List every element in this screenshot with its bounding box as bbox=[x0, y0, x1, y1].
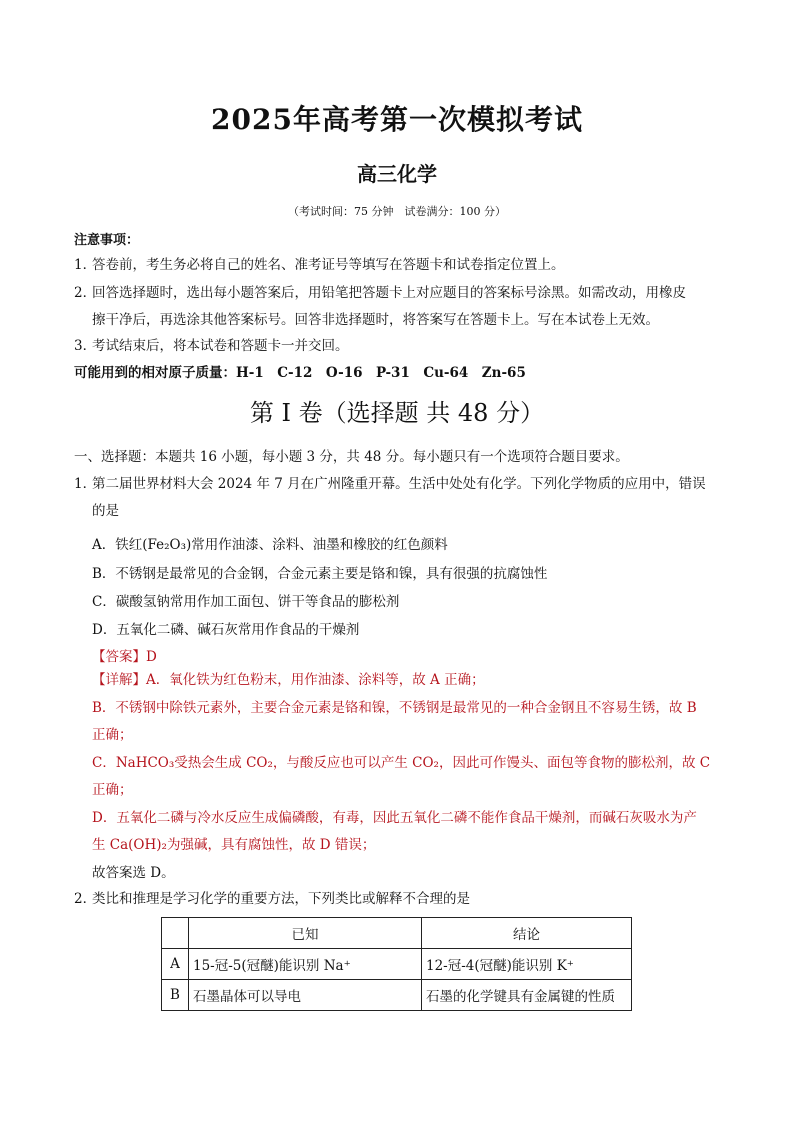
detail-line: 故答案选 D。 bbox=[92, 864, 175, 881]
notice-heading: 注意事项： bbox=[74, 233, 140, 248]
question-stem-text-cont: 的是 bbox=[92, 503, 119, 519]
notice-item-text-cont: 擦干净后，再选涂其他答案标号。回答非选择题时，将答案写在答题卡上。写在本试卷上无效。 bbox=[92, 312, 659, 328]
table-header-row bbox=[162, 918, 632, 949]
notice-item-2 bbox=[74, 280, 724, 334]
detail-line: 【详解】A．氧化铁为红色粉末，用作油漆、涂料等，故 A 正确； bbox=[92, 672, 485, 688]
table-cell: B bbox=[162, 980, 189, 1011]
table-header-cell bbox=[162, 918, 189, 949]
exam-meta: （考试时间：75 分钟 试卷满分：100 分） bbox=[288, 205, 506, 218]
atomic-masses: 可能用到的相对原子质量：H-1 C-12 O-16 P-31 Cu-64 Zn-65 bbox=[74, 365, 526, 381]
question-2-stem bbox=[74, 886, 724, 913]
detail-line: 正确； bbox=[92, 727, 133, 743]
question-1-answer: 【答案】D bbox=[92, 649, 157, 665]
table-header-cell: 已知 bbox=[189, 918, 422, 949]
analogy-table bbox=[161, 917, 632, 1011]
table-cell: A bbox=[162, 949, 189, 980]
question-1-stem bbox=[74, 471, 724, 525]
detail-line: C．NaHCO₃受热会生成 CO₂，与酸反应也可以产生 CO₂，因此可作馒头、面包等食物的膨松剂，故 C bbox=[92, 754, 711, 771]
question-1-option-b: B．不锈钢是最常见的合金钢，合金元素主要是铬和镍，具有很强的抗腐蚀性 bbox=[92, 566, 548, 582]
detail-line: B．不锈钢中除铁元素外，主要合金元素是铬和镍，不锈钢是最常见的一种合金钢且不容易生锈，故 B bbox=[92, 699, 697, 716]
question-stem-text: 类比和推理是学习化学的重要方法，下列类比或解释不合理的是 bbox=[92, 891, 470, 907]
notice-item-num: 2． bbox=[74, 285, 97, 301]
table-header-cell: 结论 bbox=[422, 918, 632, 949]
notice-item-num: 3． bbox=[74, 338, 97, 354]
table-cell: 15-冠-5(冠醚)能识别 Na⁺ bbox=[189, 949, 422, 980]
question-number: 1． bbox=[74, 476, 97, 492]
question-stem-text: 第二届世界材料大会 2024 年 7 月在广州隆重开幕。生活中处处有化学。下列化学物质的应用中，错误 bbox=[92, 476, 706, 492]
table-cell: 石墨晶体可以导电 bbox=[189, 980, 422, 1011]
section-title: 第 I 卷（选择题 共 48 分） bbox=[249, 399, 545, 427]
exam-subtitle: 高三化学 bbox=[357, 162, 437, 186]
question-1-option-a: A．铁红(Fe₂O₃)常用作油漆、涂料、油墨和橡胶的红色颜料 bbox=[92, 537, 448, 553]
notice-item-1 bbox=[74, 252, 724, 279]
question-number: 2． bbox=[74, 891, 97, 907]
question-1-option-d: D．五氧化二磷、碱石灰常用作食品的干燥剂 bbox=[92, 622, 360, 638]
detail-line: 正确； bbox=[92, 782, 133, 798]
table-cell: 12-冠-4(冠醚)能识别 K⁺ bbox=[422, 949, 632, 980]
exam-title: 2025年高考第一次模拟考试 bbox=[211, 103, 583, 136]
detail-line: 生 Ca(OH)₂为强碱，具有腐蚀性，故 D 错误； bbox=[92, 837, 376, 853]
notice-item-text: 答卷前，考生务必将自己的姓名、准考证号等填写在答题卡和试卷指定位置上。 bbox=[92, 257, 565, 273]
question-1-detail bbox=[92, 667, 722, 887]
table-row bbox=[162, 980, 632, 1011]
notice-item-num: 1． bbox=[74, 257, 97, 273]
notice-item-3 bbox=[74, 333, 724, 360]
question-1-option-c: C．碳酸氢钠常用作加工面包、饼干等食品的膨松剂 bbox=[92, 594, 400, 610]
detail-line: D．五氧化二磷与冷水反应生成偏磷酸，有毒，因此五氧化二磷不能作食品干燥剂，而碱石灰吸水为产 bbox=[92, 809, 697, 826]
notice-item-text: 考试结束后，将本试卷和答题卡一并交回。 bbox=[92, 338, 349, 354]
section-instruction: 一、选择题：本题共 16 小题，每小题 3 分，共 48 分。每小题只有一个选项符合题目要求。 bbox=[74, 449, 629, 465]
notice-item-text: 回答选择题时，选出每小题答案后，用铅笔把答题卡上对应题目的答案标号涂黑。如需改动，用橡皮 bbox=[92, 285, 686, 301]
table-row bbox=[162, 949, 632, 980]
table-cell: 石墨的化学键具有金属键的性质 bbox=[422, 980, 632, 1011]
